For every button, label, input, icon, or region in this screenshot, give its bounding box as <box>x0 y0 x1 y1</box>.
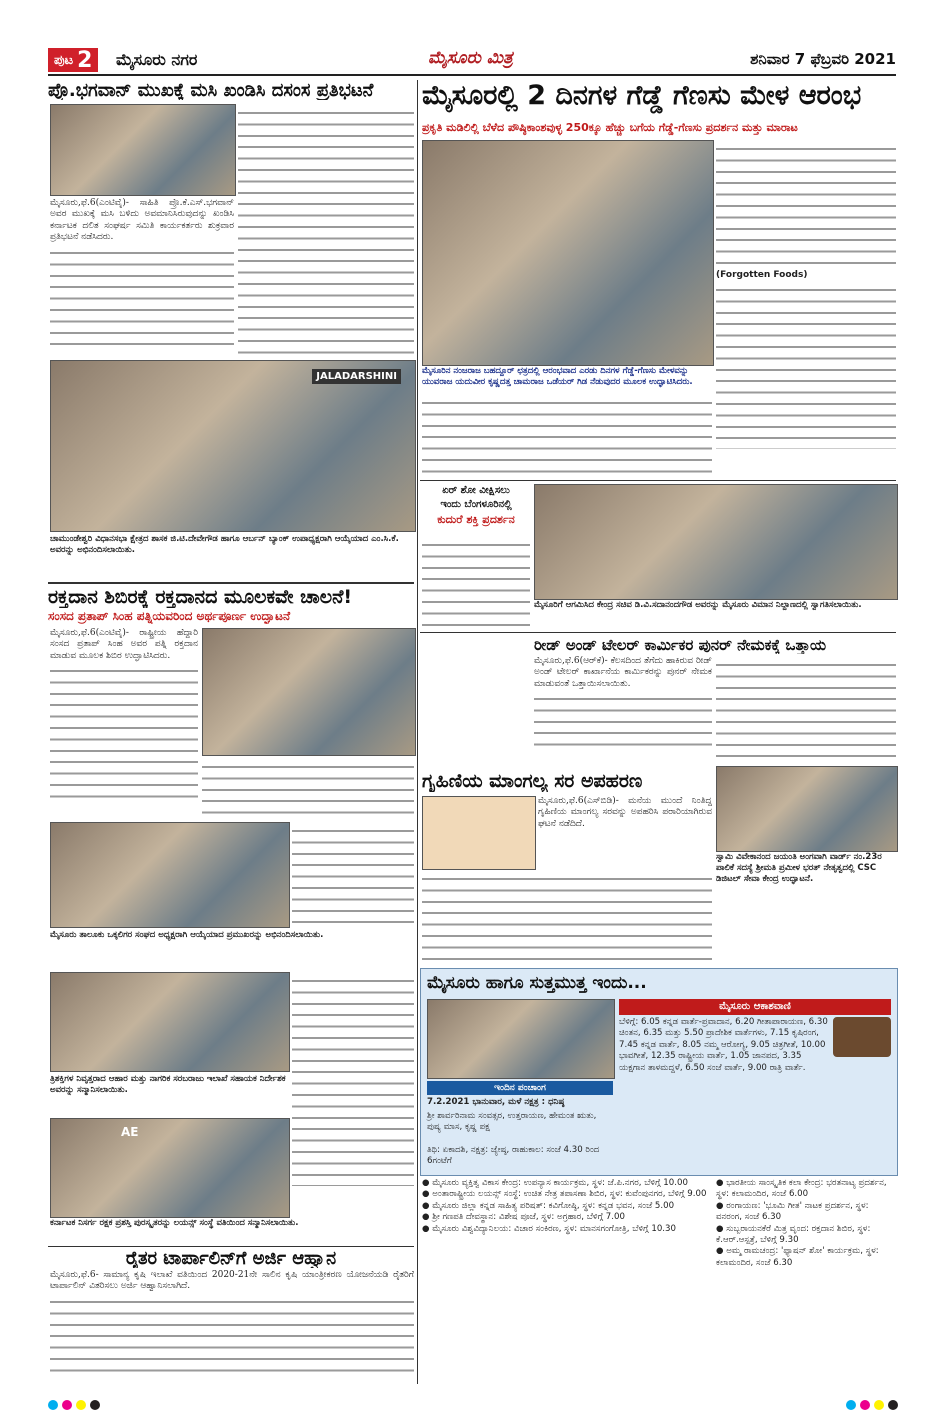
page-number: 2 <box>77 47 93 73</box>
airshow-caption: ಮೈಸೂರಿಗೆ ಆಗಮಿಸಿದ ಕೇಂದ್ರ ಸಚಿವ ಡಿ.ವಿ.ಸದಾನಂದಗೌಡ ಅವರನ್ನು ಮೈಸೂರು ವಿಮಾನ ನಿಲ್ದಾಣದಲ್ಲಿ ಸ್ವಾಗತಿಸಲಾಯಿತು. <box>534 600 862 610</box>
left-bottom-text <box>292 972 414 1186</box>
airshow-photo <box>534 484 898 600</box>
tarpaulin-headline-wrap <box>48 1248 414 1268</box>
mela-headline-wrap <box>422 78 896 116</box>
airshow-headline <box>422 484 530 534</box>
protest-headline-wrap <box>48 80 414 100</box>
list-item: ● ಶ್ರೀ ಗಣಪತಿ ದೇವಸ್ಥಾನ: ವಿಶೇಷ ಪೂಜೆ, ಸ್ಥಳ: ಅಗ್ರಹಾರ, ಬೆಳಿಗ್ಗೆ 7.00 <box>422 1212 625 1223</box>
siddaramaiah-photo <box>50 822 290 928</box>
protest-headline: ಪ್ರೊ.ಭಗವಾನ್ ಮುಖಕ್ಕೆ ಮಸಿ ಖಂಡಿಸಿ ದಸಂಸ ಪ್ರತಿಭಟನೆ <box>48 80 374 100</box>
blood-body <box>50 628 198 814</box>
radio-icon <box>833 1017 891 1057</box>
today-box <box>420 968 898 1176</box>
events-list-left <box>422 1178 712 1384</box>
radio-schedule: ಬೆಳಿಗ್ಗೆ: 6.05 ಕನ್ನಡ ವಾರ್ತೆ-ಪ್ರವಾದಾನ, 6.20 ಗೀತಾಪಾರಾಯಣ, 6.30 ಚಿಂತನ, 6.35 ಮತ್ತು 5.50 ಪ್ರಾದೇಶಿಕ ವಾರ್ತೆಗಳು, 7.15 ಕೃಷಿರಂಗ, 7.45 ಕನ್ನಡ ವಾರ್ತೆ, 8.05 ನಮ್ಮ ಆರೋಗ್ಯ, 9.05 ಚಿತ್ರಗೀತೆ, 10.00 ಭಾವಗೀತೆ, 12.35 ರಾಷ್ಟ್ರೀಯ ವಾರ್ತೆ, 1.05 ಜಾನಪದ, 3.35 ಯಕ್ಷಗಾನ ತಾಳಮದ್ದಳೆ, 6.50 ಸಂಜೆ ವಾರ್ತೆ, 9.00 ರಾತ್ರಿ ವಾರ್ತೆ. <box>619 1017 828 1073</box>
chain-illustration <box>422 796 536 870</box>
blood-lead: ಮೈಸೂರು,ಫೆ.6(ಎಂಟಿವೈ)- ರಾಷ್ಟ್ರೀಯ ಹೆದ್ದಾರಿ ಸಂಸದ ಪ್ರತಾಪ್ ಸಿಂಹ ಅವರ ಪತ್ನಿ ರಕ್ತದಾನ ಮಾಡುವ ಮೂಲಕ ಶಿಬಿರ ಉದ್ಘಾಟಿಸಿದರು. <box>50 628 198 661</box>
today-headline: ಮೈಸೂರು ಹಾಗೂ ಸುತ್ತಮುತ್ತ ಇಂದು... <box>427 973 647 993</box>
chain-headline: ಗೃಹಿಣಿಯ ಮಾಂಗಲ್ಯ ಸರ ಅಪಹರಣ <box>422 770 643 792</box>
airshow-body <box>422 536 530 630</box>
registration-dot <box>846 1400 856 1410</box>
list-item: ● ರಂಗಾಯಣ: 'ಭೂಮಿ ಗೀತ' ನಾಟಕ ಪ್ರದರ್ಶನ, ಸ್ಥಳ: ವನರಂಗ, ಸಂಜೆ 6.30 <box>716 1200 869 1223</box>
column-rule <box>417 80 418 1384</box>
tarpaulin-body <box>50 1270 414 1384</box>
tarpaulin-headline: ರೈತರ ಟಾರ್ಪಾಲಿನ್‌ಗೆ ಅರ್ಜಿ ಆಹ್ವಾನ <box>125 1248 337 1268</box>
panchanga-date: 7.2.2021 ಭಾನುವಾರ, ಮಳೆ ನಕ್ಷತ್ರ : ಧನಿಷ್ಠ <box>427 1097 565 1107</box>
mela-photo <box>422 140 714 366</box>
mela-subhead-wrap <box>422 120 896 136</box>
airshow-headline-2: ಇಂದು ಬೆಂಗಳೂರಿನಲ್ಲಿ <box>440 499 512 510</box>
panchanga-text: ಶ್ರೀ ಶಾರ್ವರಿನಾಮ ಸಂವತ್ಸರ, ಉತ್ತರಾಯಣ, ಹೇಮಂತ ಋತು, ಪುಷ್ಯ ಮಾಸ, ಕೃಷ್ಣ ಪಕ್ಷ <box>427 1111 597 1133</box>
mela-subhead: ಪ್ರಕೃತಿ ಮಡಿಲಿಲ್ಲಿ ಬೆಳೆದ ಪೌಷ್ಠಿಕಾಂಶವುಳ್ಳ 250ಕ್ಕೂ ಹೆಚ್ಚು ಬಗೆಯ ಗೆಡ್ಡೆ-ಗೆಣಸು ಪ್ರದರ್ಶನ ಮತ್ತು ಮಾರಾಟ <box>422 121 798 134</box>
blood-subhead-wrap <box>48 608 414 624</box>
divider <box>420 480 896 481</box>
blood-body-2 <box>202 758 414 814</box>
registration-dot <box>874 1400 884 1410</box>
registration-dot <box>48 1400 58 1410</box>
palace-photo <box>427 999 615 1079</box>
reid-headline-wrap <box>534 634 896 654</box>
siddaramaiah-side-text <box>292 822 414 926</box>
blood-headline: ರಕ್ತದಾನ ಶಿಬಿರಕ್ಕೆ ರಕ್ತದಾನದ ಮೂಲಕವೇ ಚಾಲನೆ! <box>48 586 353 608</box>
radio-title: ಮೈಸೂರು ಆಕಾಶವಾಣಿ <box>619 999 891 1015</box>
lions-photo <box>50 1118 290 1218</box>
protest-body-right <box>238 104 414 354</box>
mela-headline: ಮೈಸೂರಲ್ಲಿ 2 ದಿನಗಳ ಗೆಡ್ಡೆ ಗೆಣಸು ಮೇಳ ಆರಂಭ <box>422 80 862 111</box>
divider <box>420 632 896 633</box>
airshow-headline-1: ಏರ್ ಶೋ ವೀಕ್ಷಿಸಲು <box>442 485 510 496</box>
airshow-headline-3: ಕುದುರೆ ಶಕ್ತಿ ಪ್ರದರ್ಶನ <box>437 513 515 526</box>
protest-lead: ಮೈಸೂರು,ಫೆ.6(ಎಂಟಿವೈ)- ಸಾಹಿತಿ ಪ್ರೊ.ಕೆ.ಎಸ್.ಭಗವಾನ್ ಅವರ ಮುಖಕ್ಕೆ ಮಸಿ ಬಳಿದು ಅವಮಾನಿಸಿರುವುದನ್ನು ಖಂಡಿಸಿ ಕರ್ನಾಟಕ ದಲಿತ ಸಂಘರ್ಷ ಸಮಿತಿ ಕಾರ್ಯಕರ್ತರು ಶುಕ್ರವಾರ ಪ್ರತಿಭಟನೆ ನಡೆಸಿದರು. <box>50 198 234 243</box>
jaladarshini-sign: JALADARSHINI <box>312 369 401 384</box>
lions-sign: AE <box>121 1125 139 1139</box>
siddaramaiah-caption: ಮೈಸೂರು ತಾಲೂಕು ಒಕ್ಕಲಿಗರ ಸಂಘದ ಅಧ್ಯಕ್ಷರಾಗಿ ಆಯ್ಕೆಯಾದ ಪ್ರಮುಖರನ್ನು ಅಭಿನಂದಿಸಲಾಯಿತು. <box>50 930 324 940</box>
list-item: ● ಭಾರತೀಯ ಸಾಂಸ್ಕೃತಿಕ ಕಲಾ ಕೇಂದ್ರ: ಭರತನಾಟ್ಯ ಪ್ರದರ್ಶನ, ಸ್ಥಳ: ಕಲಾಮಂದಿರ, ಸಂಜೆ 6.00 <box>716 1178 887 1200</box>
list-item: ● ಮೈಸೂರು ವ್ಯಕ್ತಿತ್ವ ವಿಕಾಸ ಕೇಂದ್ರ: ಉಪನ್ಯಾಸ ಕಾರ್ಯಕ್ರಮ, ಸ್ಥಳ: ಜೆ.ಪಿ.ನಗರ, ಬೆಳಿಗ್ಗೆ 10.00 <box>422 1178 688 1188</box>
lions-caption: ಕರ್ನಾಟಕ ನಿಸರ್ಗ ರಕ್ಷಕ ಪ್ರಶಸ್ತಿ ಪುರಸ್ಕೃತರನ್ನು ಲಯನ್ಸ್ ಸಂಸ್ಥೆ ವತಿಯಿಂದ ಸನ್ಮಾನಿಸಲಾಯಿತು. <box>50 1218 299 1228</box>
chain-lead: ಮೈಸೂರು,ಫೆ.6(ಎಸ್‌ಬಿಡಿ)- ಮನೆಯ ಮುಂದೆ ನಿಂತಿದ್ದ ಗೃಹಿಣಿಯ ಮಾಂಗಲ್ಯ ಸರವನ್ನು ಅಪಹರಿಸಿ ಪರಾರಿಯಾಗಿರುವ ಘಟನೆ ನಡೆದಿದೆ. <box>538 796 712 829</box>
mela-body <box>422 394 712 478</box>
chain-body-2 <box>422 870 712 964</box>
registration-dot <box>76 1400 86 1410</box>
blood-photo <box>202 628 416 756</box>
list-item: ● ಅಮ್ಮ ರಾಮಚಂದ್ರ: 'ಫ್ಯಾಷನ್ ಶೋ' ಕಾರ್ಯಕ್ರಮ, ಸ್ಥಳ: ಕಲಾಮಂದಿರ, ಸಂಜೆ 6.30 <box>716 1246 879 1268</box>
protest-photo <box>50 104 236 196</box>
reid-lead: ಮೈಸೂರು,ಫೆ.6(ಆರ್‌ಕೆ)- ಕೆಲಸದಿಂದ ತೆಗೆದು ಹಾಕಿರುವ ರೀಡ್ ಅಂಡ್ ಟೇಲರ್ ಕಾರ್ಖಾನೆಯ ಕಾರ್ಮಿಕರನ್ನು ಪುನರ್ ನೇಮಕ ಮಾಡುವಂತೆ ಒತ್ತಾಯಿಸಲಾಯಿತು. <box>534 656 712 689</box>
csc-caption: ಸ್ವಾಮಿ ವಿವೇಕಾನಂದ ಜಯಂತಿ ಅಂಗವಾಗಿ ವಾರ್ಡ್ ನಂ.23ರ ಪಾಲಿಕೆ ಸದಸ್ಯೆ ಶ್ರೀಮತಿ ಪ್ರಮೀಳ ಭರತ್ ನೇತೃತ್ವದಲ್ಲಿ CSC ಡಿಜಿಟಲ್ ಸೇವಾ ಕೇಂದ್ರ ಉದ್ಘಾಟನೆ. <box>716 852 882 884</box>
section-title: ಮೈಸೂರು ನಗರ <box>116 50 198 69</box>
divider <box>48 582 414 584</box>
forgotten-foods-label: (Forgotten Foods) <box>716 270 808 280</box>
protest-body <box>50 198 234 354</box>
chain-headline-wrap <box>422 770 712 794</box>
masthead: ಮೈಸೂರು ಮಿತ್ರ <box>428 48 513 68</box>
reid-headline: ರೀಡ್ ಅಂಡ್ ಟೇಲರ್ ಕಾರ್ಮಿಕರ ಪುನರ್ ನೇಮಕಕ್ಕೆ ಒತ್ತಾಯ <box>534 636 827 654</box>
issue-date: ಶನಿವಾರ 7 ಫೆಬ್ರವರಿ 2021 <box>750 50 896 68</box>
award-caption: ತ್ರಿಶಕ್ತಿಗಳ ನಿವೃತ್ತರಾದ ಆಹಾರ ಮತ್ತು ನಾಗರಿಕ ಸರಬರಾಜು ಇಲಾಖೆ ಸಹಾಯಕ ನಿರ್ದೇಶಕ ಅವರನ್ನು ಸನ್ಮಾನಿಸಲಾಯಿತು. <box>50 1074 286 1095</box>
chain-body <box>538 796 712 868</box>
blood-subhead: ಸಂಸದ ಪ್ರತಾಪ್ ಸಿಂಹ ಪತ್ನಿಯವರಿಂದ ಅರ್ಥಪೂರ್ಣ ಉದ್ಘಾಟನೆ <box>48 609 291 623</box>
panchanga-rahukala: ತಿಥಿ: ಏಕಾದಶಿ, ನಕ್ಷತ್ರ: ಜ್ಯೇಷ್ಠ, ರಾಹುಕಾಲ: ಸಂಜೆ 4.30 ರಿಂದ 6ಗಂಟೆಗೆ <box>427 1145 600 1167</box>
blood-spacer <box>50 814 414 818</box>
registration-dot <box>888 1400 898 1410</box>
jds-photo <box>50 360 416 532</box>
mela-caption: ಮೈಸೂರಿನ ನಂಜರಾಜ ಬಹದ್ದೂರ್ ಛತ್ರದಲ್ಲಿ ಆರಂಭವಾದ ಎರಡು ದಿನಗಳ ಗೆಡ್ಡೆ-ಗೆಣಸು ಮೇಳವನ್ನು ಯುವರಾಜ ಯದುವೀರ ಕೃಷ್ಣದತ್ತ ಚಾಮರಾಜ ಒಡೆಯರ್ ಗಿಡ ನೆಡುವುದರ ಮೂಲಕ ಉದ್ಘಾಟಿಸಿದರು. <box>422 366 693 387</box>
events-list-right <box>716 1178 896 1384</box>
list-item: ● ಅಂತಾರಾಷ್ಟ್ರೀಯ ಲಯನ್ಸ್ ಸಂಸ್ಥೆ: ಉಚಿತ ನೇತ್ರ ತಪಾಸಣಾ ಶಿಬಿರ, ಸ್ಥಳ: ಕುವೆಂಪುನಗರ, ಬೆಳಿಗ್ಗೆ 9.00 <box>422 1189 707 1200</box>
reid-body <box>534 656 712 766</box>
award-photo <box>50 972 290 1072</box>
divider <box>48 1246 414 1247</box>
blood-headline-wrap <box>48 586 414 608</box>
page-number-badge <box>48 48 98 72</box>
jds-caption: ಚಾಮುಂಡೇಶ್ವರಿ ವಿಧಾನಸಭಾ ಕ್ಷೇತ್ರದ ಶಾಸಕ ಜಿ.ಟಿ.ದೇವೇಗೌಡ ಹಾಗೂ ಆರ್ಬನ್ ಬ್ಯಾಂಕ್ ಉಪಾಧ್ಯಕ್ಷರಾಗಿ ಆಯ್ಕೆಯಾದ ಎಂ.ಸಿ.ಕೆ. ಅವರನ್ನು ಅಭಿನಂದಿಸಲಾಯಿತು. <box>50 534 399 555</box>
registration-dot <box>90 1400 100 1410</box>
registration-dot <box>860 1400 870 1410</box>
list-item: ● ಮೈಸೂರು ವಿಶ್ವವಿದ್ಯಾನಿಲಯ: ವಿಚಾರ ಸಂಕಿರಣ, ಸ್ಥಳ: ಮಾನಸಗಂಗೋತ್ರಿ, ಬೆಳಿಗ್ಗೆ 10.30 <box>422 1223 676 1234</box>
page-label: ಪುಟ <box>54 52 74 68</box>
reid-body-2 <box>716 656 896 766</box>
reid-photo <box>716 766 898 852</box>
tarpaulin-lead: ಮೈಸೂರು,ಫೆ.6- ಸಾಮಾನ್ಯ ಕೃಷಿ ಇಲಾಖೆ ವತಿಯಿಂದ 2020-21ನೇ ಸಾಲಿನ ಕೃಷಿ ಯಾಂತ್ರೀಕರಣ ಯೋಜನೆಯಡಿ ರೈತರಿಗೆ ಟಾರ್ಪಾಲಿನ್ ವಿತರಿಸಲು ಅರ್ಜಿ ಆಹ್ವಾನಿಸಲಾಗಿದೆ. <box>50 1270 414 1292</box>
registration-dot <box>62 1400 72 1410</box>
list-item: ● ಸುಬ್ಬರಾಯನಕೆರೆ ಮಿತ್ರ ವೃಂದ: ರಕ್ತದಾನ ಶಿಬಿರ, ಸ್ಥಳ: ಕೆ.ಆರ್.ಆಸ್ಪತ್ರೆ, ಬೆಳಿಗ್ಗೆ 9.30 <box>716 1223 871 1246</box>
panchanga-title: ಇಂದಿನ ಪಂಚಾಂಗ <box>427 1081 613 1095</box>
page-header <box>48 46 896 76</box>
list-item: ● ಮೈಸೂರು ಜಿಲ್ಲಾ ಕನ್ನಡ ಸಾಹಿತ್ಯ ಪರಿಷತ್: ಕವಿಗೋಷ್ಠಿ, ಸ್ಥಳ: ಕನ್ನಡ ಭವನ, ಸಂಜೆ 5.00 <box>422 1200 675 1211</box>
mela-body-right <box>716 140 896 450</box>
